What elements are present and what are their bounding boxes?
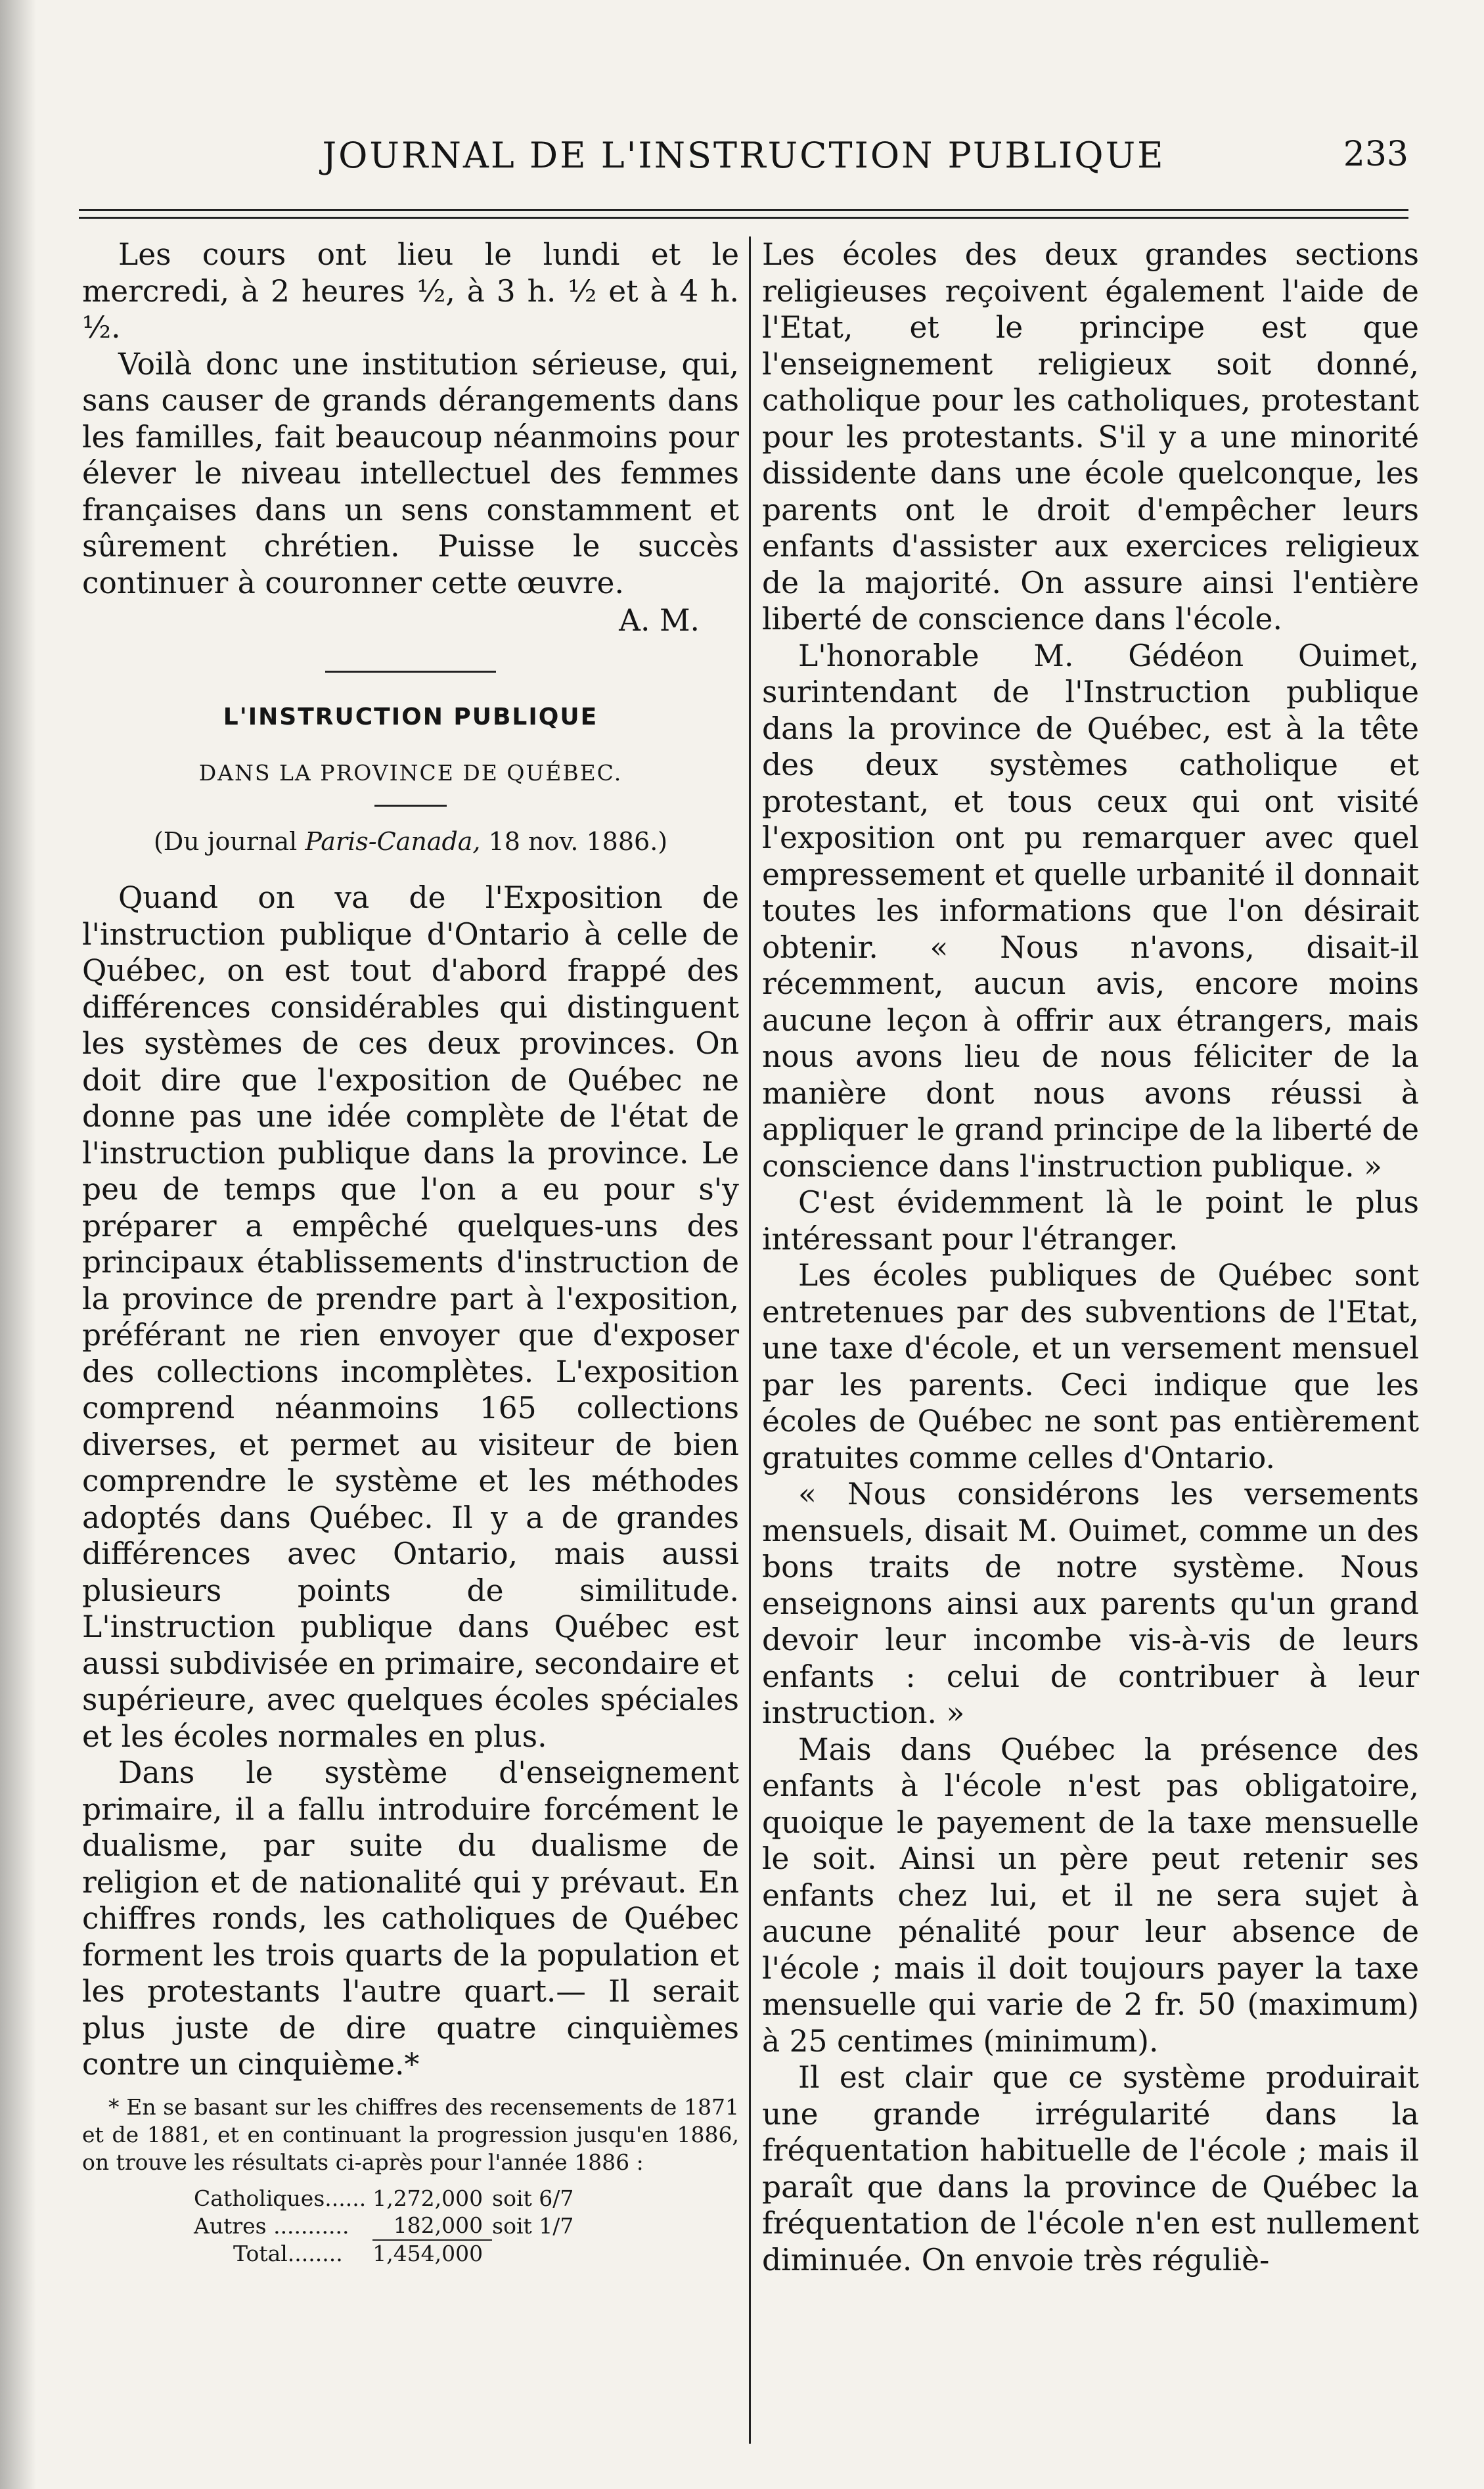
body-paragraph: Quand on va de l'Exposition de l'instruction publique d'Ontario à celle de Québec, on est tout d'abord frappé des différences considérables qui distinguent les systèmes de ces deux provinces. On doit dire que l'exposition de Québec ne donne pas une idée complète de l'état de l'instruction publique dans la province. Le peu de temps que l'on a eu pour s'y préparer a empêché quelques-uns des principaux établissements d'instruction de la province de prendre part à l'exposition, préférant ne rien envoyer que d'exposer des collections incomplètes. L'exposition comprend néanmoins 165 collections diverses, et permet au visiteur de bien comprendre le système et les méthodes adoptés dans Québec. Il y a de grandes différences avec Ontario, mais aussi plusieurs points de similitude. L'instruction publique dans Québec est aussi subdivisée en primaire, secondaire et supérieure, avec quelques écoles spéciales et les écoles normales en plus. <box>82 880 739 1754</box>
total-label: Total........ <box>233 2240 343 2266</box>
page-number: 233 <box>1343 135 1408 174</box>
empty-cell <box>492 2240 580 2268</box>
citation-source: Paris-Canada, <box>305 826 481 856</box>
body-paragraph: Mais dans Québec la présence des enfants à l'école n'est pas obligatoire, quoique le payement de la taxe mensuelle le soit. Ainsi un père peut retenir ses enfants chez lui, et il ne sera sujet à aucune pénalité pour leur absence de l'école ; mais il doit toujours payer la taxe mensuelle qui varie de 2 fr. 50 (maximum) à 25 centimes (minimum). <box>762 1732 1419 2059</box>
table-row <box>181 2186 580 2212</box>
row-ratio: soit 1/7 <box>492 2212 574 2239</box>
total-value: 1,454,000 <box>372 2240 492 2268</box>
header-rule-top <box>79 209 1408 211</box>
page-edge-shadow <box>0 0 36 2489</box>
intro-paragraph: Les cours ont lieu le lundi et le mercredi, à 2 heures ½, à 3 h. ½ et à 4 h. ½. <box>82 237 739 345</box>
citation-prefix: (Du journal <box>153 826 305 856</box>
column-divider <box>749 236 751 2444</box>
row-label: Catholiques...... <box>194 2185 367 2211</box>
table-row <box>181 2212 580 2240</box>
row-value: 1,272,000 <box>372 2185 483 2211</box>
body-paragraph: Les écoles publiques de Québec sont entretenues par des subventions de l'Etat, une taxe d'école, et un versement mensuel par les parents. Ceci indique que les écoles de Québec ne sont pas entièrement gratuites comme celles d'Ontario. <box>762 1258 1419 1475</box>
citation-suffix: 18 nov. 1886.) <box>480 826 668 856</box>
body-paragraph: Les écoles des deux grandes sections religieuses reçoivent également l'aide de l'Etat, et le principe est que l'enseignement religieux soit donné, catholique pour les catholiques, protestant pour les protestants. S'il y a une minorité dissidente dans une école quelconque, les parents ont le droit d'empêcher leurs enfants d'assister aux exercices religieux de la majorité. On assure ainsi l'entière liberté de conscience dans l'école. <box>762 237 1419 637</box>
journal-title: JOURNAL DE L'INSTRUCTION PUBLIQUE <box>322 135 1165 176</box>
footnote-text: * En se basant sur les chiffres des recensements de 1871 et de 1881, et en continuant la progression jusqu'en 1886, on trouve les résultats ci-après pour l'année 1886 : <box>82 2094 739 2175</box>
row-label: Autres ........... <box>194 2212 349 2239</box>
subtitle-separator <box>374 805 447 807</box>
section-title: L'INSTRUCTION PUBLIQUE <box>223 703 598 730</box>
article-signature: A. M. <box>619 603 700 638</box>
table-total-row <box>181 2240 580 2268</box>
header-rule-bottom <box>79 217 1408 219</box>
census-table <box>181 2186 580 2268</box>
body-paragraph: L'honorable M. Gédéon Ouimet, surintendant de l'Instruction publique dans la province de Québec, est à la tête des deux systèmes catholique et protestant, et tous ceux qui ont visité l'exposition ont pu remarquer avec quel empressement et quelle urbanité il donnait toutes les informations que l'on désirait obtenir. « Nous n'avons, disait-il récemment, aucun avis, encore moins aucune leçon à offrir aux étrangers, mais nous avons lieu de nous féliciter de la manière dont nous avons réussi à appliquer le grand principe de la liberté de conscience dans l'instruction publique. » <box>762 638 1419 1184</box>
running-header <box>79 135 1408 187</box>
section-separator <box>325 671 496 673</box>
row-value: 182,000 <box>393 2212 483 2238</box>
body-paragraph: « Nous considérons les versements mensuels, disait M. Ouimet, comme un des bons traits de notre système. Nous enseignons ainsi aux parents qu'un grand devoir leur incombe vis-à-vis de leurs enfants : celui de contribuer à leur instruction. » <box>762 1477 1419 1730</box>
body-paragraph: Il est clair que ce système produirait une grande irrégularité dans la fréquentation habituelle de l'école ; mais il paraît que dans la province de Québec la fréquentation de l'école n'en est nullement diminuée. On envoie très réguliè- <box>762 2060 1419 2277</box>
section-subtitle: DANS LA PROVINCE DE QUÉBEC. <box>198 760 623 786</box>
source-citation <box>82 824 739 861</box>
intro-paragraph: Voilà donc une institution sérieuse, qui, sans causer de grands dérangements dans les familles, fait beaucoup néanmoins pour élever le niveau intellectuel des femmes françaises dans un sens constamment et sûrement chrétien. Puisse le succès continuer à couronner cette œuvre. <box>82 346 739 600</box>
body-paragraph: Dans le système d'enseignement primaire, il a fallu introduire forcément le dualisme, par suite du dualisme de religion et de nationalité qui y prévaut. En chiffres ronds, les catholiques de Québec forment les trois quarts de la population et les protestants l'autre quart.— Il serait plus juste de dire quatre cinquièmes contre un cinquième.* <box>82 1755 739 2082</box>
right-column <box>762 236 1419 2278</box>
body-paragraph: C'est évidemment là le point le plus intéressant pour l'étranger. <box>762 1185 1419 1257</box>
left-column <box>82 236 739 2268</box>
row-ratio: soit 6/7 <box>492 2185 574 2211</box>
